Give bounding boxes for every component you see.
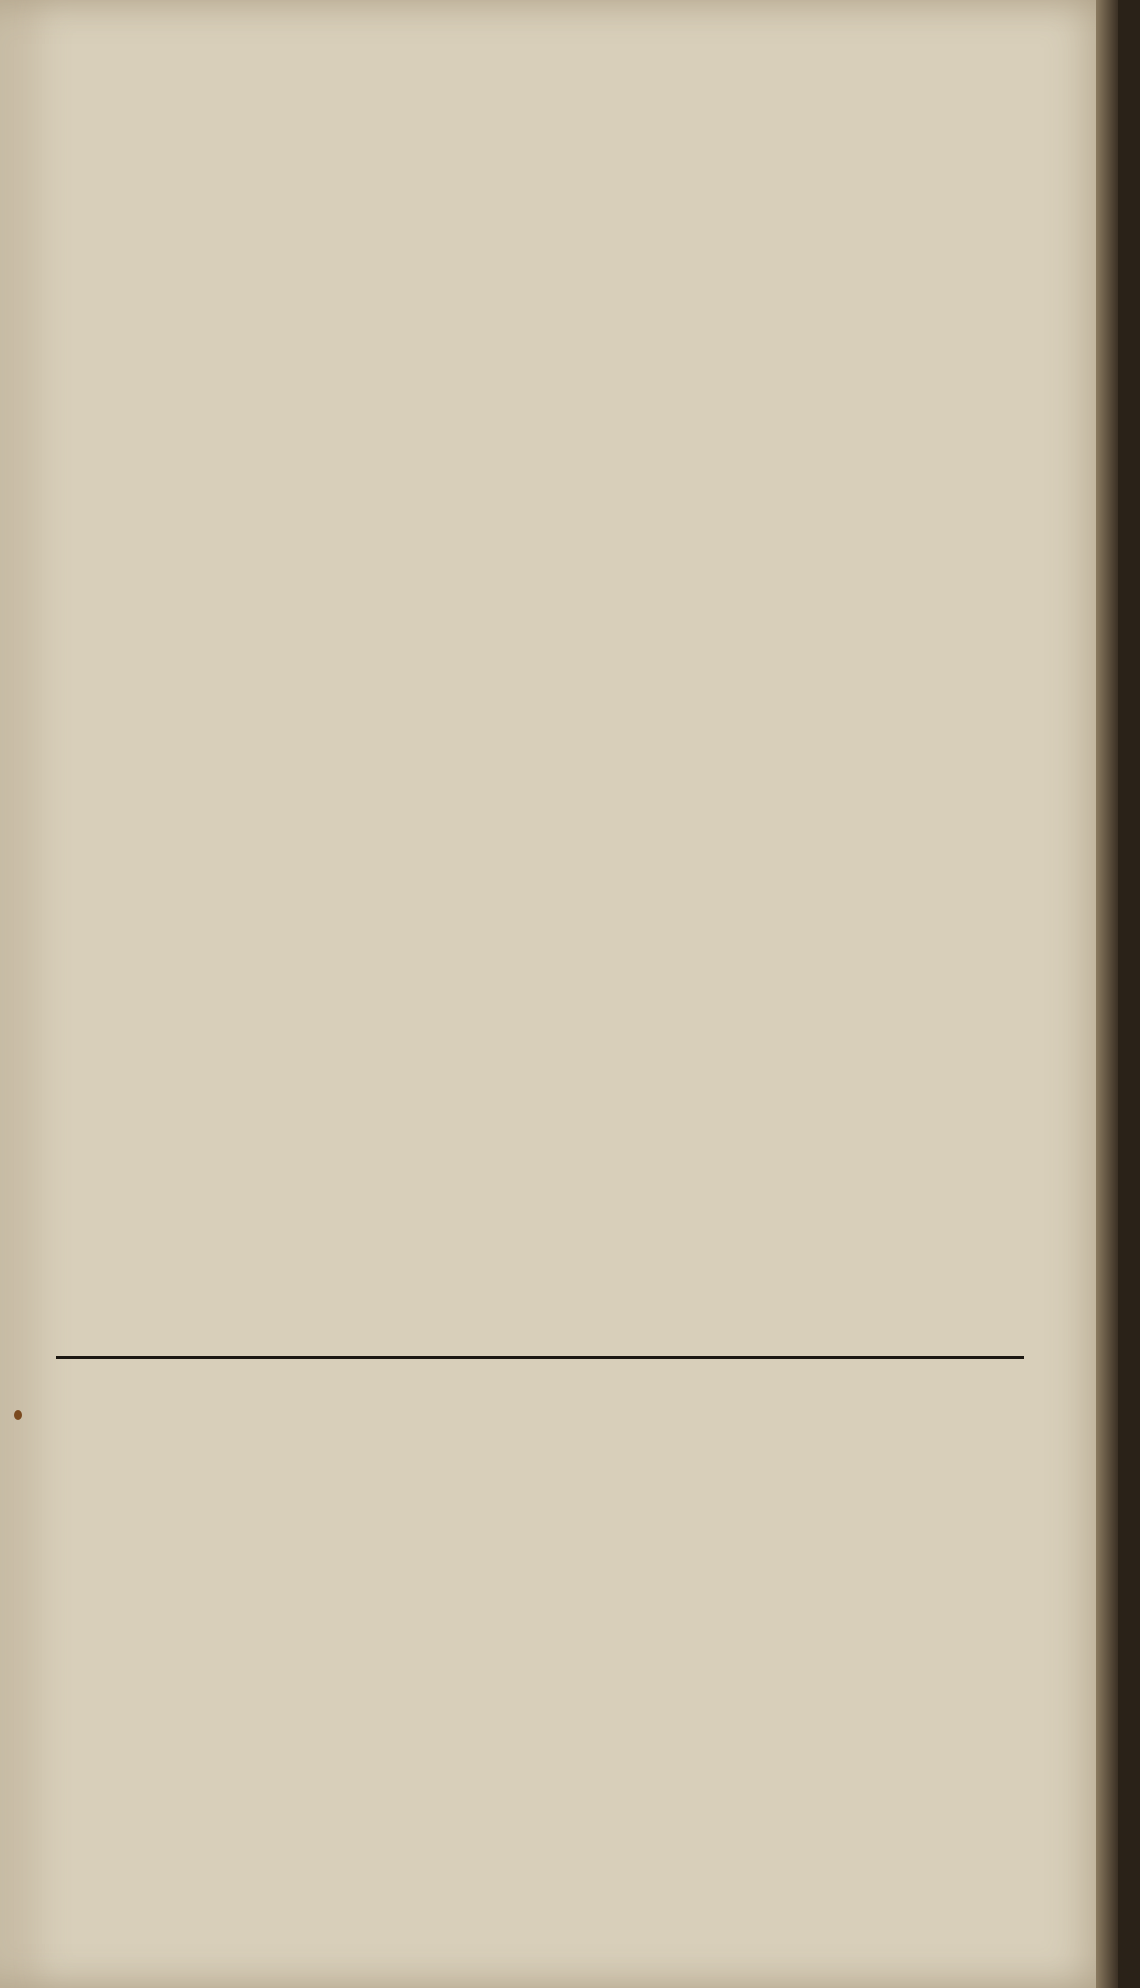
page-edge [1096,0,1118,1988]
text-block-bottom [46,1530,1032,1667]
description-line-2 [46,1602,1032,1635]
section-heading-description [46,1570,1032,1600]
ink-spot [14,1410,22,1420]
catchword [46,1635,1032,1668]
section-heading-kindes [46,1530,1032,1560]
section-rule [56,1356,1024,1359]
